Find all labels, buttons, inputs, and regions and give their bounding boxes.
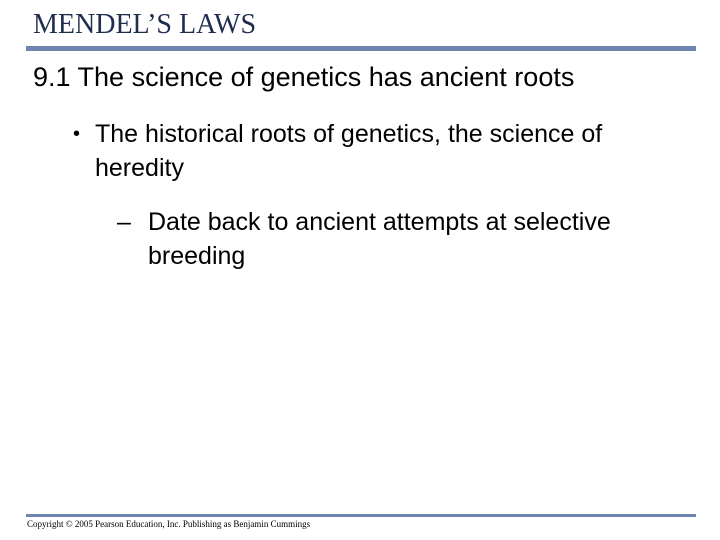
section-header: MENDEL’S LAWS [33,9,257,40]
bullet-marker: • [73,123,81,145]
bullet-text: The historical roots of genetics, the science of heredity [95,120,603,182]
footer-divider [26,514,696,517]
sub-bullet-marker: – [117,208,131,236]
bullet-item [73,117,695,185]
sub-bullet-text: Date back to ancient attempts at selective breeding [148,208,611,270]
slide-title: 9.1 The science of genetics has ancient roots [33,62,575,92]
sub-bullet-item [117,205,688,273]
copyright-notice: Copyright © 2005 Pearson Education, Inc. Publishing as Benjamin Cummings [27,519,311,529]
header-divider [26,46,696,51]
